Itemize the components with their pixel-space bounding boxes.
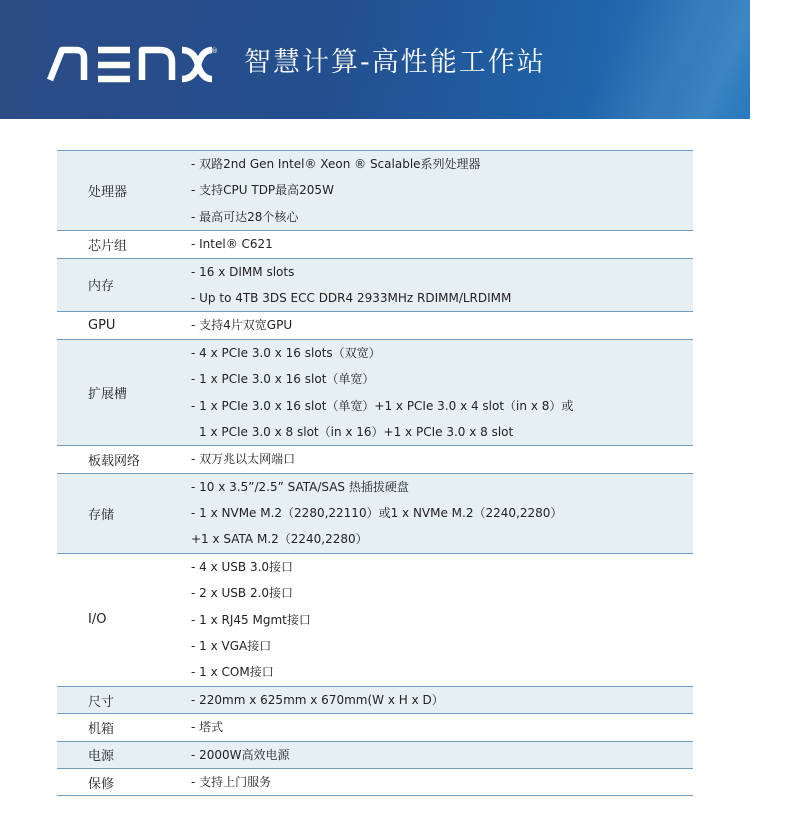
spec-label: 扩展槽	[88, 387, 128, 403]
spec-row	[57, 231, 693, 258]
spec-value: - 支持上门服务	[191, 774, 272, 789]
spec-label: 内存	[88, 279, 115, 295]
brand-logo	[48, 44, 216, 82]
spec-row	[57, 474, 693, 554]
spec-row	[57, 742, 693, 769]
spec-value: - 4 x PCIe 3.0 x 16 slots（双宽）	[191, 345, 381, 360]
spec-row	[57, 554, 693, 687]
page-title: 智慧计算-高性能工作站	[244, 47, 546, 78]
spec-values	[188, 231, 693, 257]
spec-values	[188, 742, 693, 768]
spec-row	[57, 446, 693, 473]
spec-value: - Up to 4TB 3DS ECC DDR4 2933MHz RDIMM/LRDIMM	[191, 290, 512, 305]
spec-label: 芯片组	[88, 238, 128, 254]
spec-value: - 4 x USB 3.0接口	[191, 559, 294, 574]
spec-row	[57, 769, 693, 796]
spec-row	[57, 714, 693, 741]
spec-values	[188, 446, 693, 472]
spec-row	[57, 340, 693, 447]
spec-value: - 1 x NVMe M.2（2280,22110）或1 x NVMe M.2（2240,2280）	[191, 506, 563, 521]
spec-value: +1 x SATA M.2（2240,2280）	[191, 532, 368, 547]
spec-value: - 支持CPU TDP最高205W	[191, 183, 334, 198]
spec-values	[188, 340, 693, 446]
spec-values	[188, 714, 693, 740]
spec-label: 机箱	[88, 721, 115, 737]
spec-value: - 1 x VGA接口	[191, 639, 272, 654]
spec-row	[57, 312, 693, 339]
spec-values	[188, 312, 693, 338]
spec-label: GPU	[88, 318, 116, 334]
spec-row	[57, 151, 693, 231]
spec-values	[188, 259, 693, 312]
spec-value: - 双路2nd Gen Intel® Xeon ® Scalable系列处理器	[191, 157, 481, 171]
svg-text:®: ®	[211, 47, 218, 55]
spec-label: 保修	[88, 776, 115, 792]
spec-value: - 1 x COM接口	[191, 665, 274, 680]
spec-value: - Intel® C621	[191, 237, 273, 252]
spec-value: - 2000W高效电源	[191, 747, 290, 762]
spec-value: - 16 x DIMM slots	[191, 264, 295, 279]
spec-value: 1 x PCIe 3.0 x 8 slot（in x 16）+1 x PCIe 3.0 x 8 slot	[199, 424, 514, 439]
spec-value: - 1 x PCIe 3.0 x 16 slot（单宽）	[191, 372, 375, 387]
spec-table	[57, 150, 693, 796]
spec-value: - 支持4片双宽GPU	[191, 318, 293, 333]
spec-row	[57, 259, 693, 313]
spec-row	[57, 687, 693, 714]
spec-value: - 2 x USB 2.0接口	[191, 586, 294, 601]
spec-values	[188, 769, 693, 795]
spec-value: - 最高可达28个核心	[191, 209, 299, 224]
spec-value: - 220mm x 625mm x 670mm(W x H x D）	[191, 692, 444, 707]
spec-values	[188, 474, 693, 553]
spec-value: - 塔式	[191, 720, 224, 735]
spec-label: 处理器	[88, 185, 128, 201]
spec-label: 存储	[88, 507, 115, 523]
spec-value: - 双万兆以太网端口	[191, 452, 296, 467]
spec-values	[188, 687, 693, 713]
spec-value: - 1 x RJ45 Mgmt接口	[191, 612, 311, 627]
spec-label: 尺寸	[88, 694, 115, 710]
spec-value: - 1 x PCIe 3.0 x 16 slot（单宽）+1 x PCIe 3.0 x 4 slot（in x 8）或	[191, 398, 574, 413]
spec-values	[188, 554, 693, 686]
spec-label: I/O	[88, 612, 107, 628]
spec-label: 板载网络	[88, 453, 141, 469]
spec-label: 电源	[88, 749, 115, 765]
header-banner	[0, 0, 750, 119]
spec-values	[188, 151, 693, 230]
spec-value: - 10 x 3.5”/2.5” SATA/SAS 热插拔硬盘	[191, 479, 409, 494]
